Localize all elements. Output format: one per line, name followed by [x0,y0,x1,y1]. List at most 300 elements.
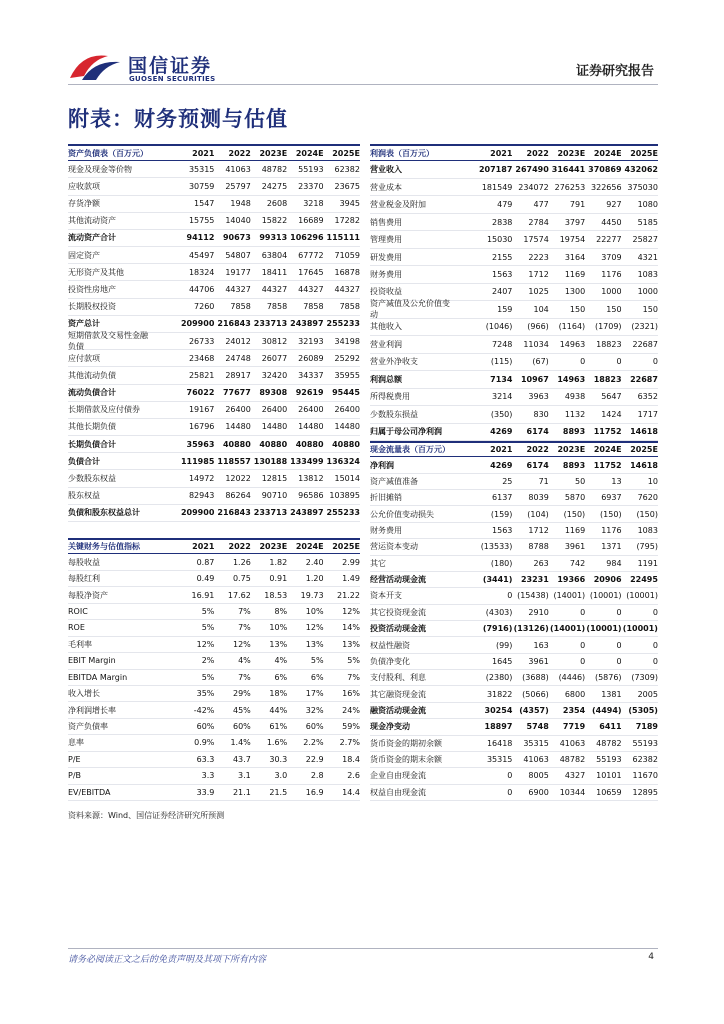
value-cell: 71 [538,476,549,486]
row-label: 财务费用 [370,270,402,280]
value-cell: 7% [238,606,251,616]
table-row [68,554,360,570]
table-row [370,389,658,406]
table-header-row [68,144,360,161]
value-cell: (1709) [594,322,622,332]
value-cell: 94112 [186,233,215,243]
value-cell: 60% [305,722,324,732]
row-label: 股东权益 [68,491,100,501]
value-cell: 32% [305,705,324,715]
header-divider [68,84,658,85]
value-cell: 0.49 [196,574,215,584]
value-cell: 40880 [259,439,288,449]
table-row [68,281,360,298]
value-cell: (10001) [586,624,622,634]
key-indicators-table [68,538,360,801]
year-header-cell: 2023E [259,542,288,552]
value-cell: 3.3 [201,771,215,781]
table-row [370,179,658,196]
value-cell: (4494) [591,705,622,715]
value-cell: (5066) [522,689,549,699]
row-label: 营业税金及附加 [370,200,426,210]
value-cell: 3945 [339,199,360,209]
value-cell: 7858 [303,302,324,312]
value-cell: 23370 [298,181,324,191]
value-cell: 742 [569,558,586,568]
row-label: 投资收益 [370,287,402,297]
value-cell: 0 [507,591,513,601]
table-row [370,588,658,604]
row-label: 融资活动现金流 [370,705,426,715]
value-cell: 0.91 [269,574,288,584]
value-cell: 4% [274,656,288,666]
value-cell: 11752 [593,427,622,437]
row-label: 其它融资现金流 [370,689,426,699]
value-cell: 4327 [564,771,586,781]
value-cell: 12895 [632,787,658,797]
value-cell: 1300 [564,287,586,297]
value-cell: 48782 [261,164,288,174]
row-label: 固定资产 [68,250,100,260]
value-cell: 7858 [230,302,251,312]
value-cell: 6174 [526,427,549,437]
value-cell: 830 [533,409,549,419]
value-cell: (10001) [626,591,658,601]
value-cell: (10001) [589,591,622,601]
value-cell: 14.4 [342,787,360,797]
value-cell: 1.82 [269,557,288,567]
balance-sheet-table [68,144,360,522]
row-label: 负债净变化 [370,656,410,666]
value-cell: 136324 [326,456,360,466]
value-cell: 1080 [637,200,658,210]
value-cell: 927 [606,200,622,210]
row-label: 流动负债合计 [68,388,116,398]
table-title: 现金流量表（百万元） [370,445,450,455]
value-cell: 7719 [562,722,586,732]
row-label: 营运资本变动 [370,542,418,552]
table-title: 利润表（百万元） [370,148,434,158]
table-row [370,336,658,353]
value-cell: 0 [507,787,513,797]
value-cell: 243897 [290,508,324,518]
row-label: 净利润增长率 [68,705,116,715]
value-cell: 55193 [596,755,622,765]
value-cell: (4303) [485,607,513,617]
value-cell: 22687 [632,339,658,349]
value-cell: 5% [310,656,324,666]
row-label: 负债和股东权益总计 [68,508,140,518]
table-row [68,453,360,470]
value-cell: 1083 [637,525,658,535]
value-cell: 1.26 [232,557,251,567]
value-cell: 30812 [261,336,288,346]
value-cell: 7% [347,672,360,682]
value-cell: 61% [269,722,288,732]
value-cell: 19167 [188,405,215,415]
value-cell: 35315 [188,164,215,174]
row-label: 支付股利、利息 [370,673,426,683]
value-cell: 104 [533,304,549,314]
guosen-logo-icon [68,50,122,84]
value-cell: 44327 [334,285,360,295]
value-cell: 6352 [637,392,658,402]
value-cell: (15438) [517,591,549,601]
value-cell: (159) [490,509,513,519]
value-cell: 21.22 [337,590,360,600]
value-cell: 1645 [492,656,513,666]
value-cell: 21.1 [232,787,251,797]
value-cell: 150 [569,304,586,314]
table-row [68,470,360,487]
row-label: 资本开支 [370,591,402,601]
value-cell: 7% [238,623,251,633]
value-cell: 23231 [520,575,549,585]
table-row [68,299,360,316]
value-cell: 4269 [490,427,513,437]
value-cell: 17% [305,689,324,699]
value-cell: 35315 [486,755,513,765]
table-row [68,719,360,735]
value-cell: 22495 [630,575,658,585]
value-cell: 1948 [230,199,251,209]
value-cell: 6900 [528,787,549,797]
value-cell: 45497 [188,250,215,260]
table-row [68,161,360,178]
value-cell: 432062 [624,165,658,175]
value-cell: (7309) [631,673,658,683]
value-cell: 14963 [559,339,586,349]
value-cell: 86264 [225,491,251,501]
value-cell: 10% [269,623,288,633]
table-row [370,161,658,178]
value-cell: 31822 [486,689,513,699]
row-label: 管理费用 [370,235,402,245]
value-cell: 4450 [601,217,622,227]
value-cell: 209900 [180,319,215,329]
table-row [68,587,360,603]
value-cell: 48782 [559,755,586,765]
value-cell: 44327 [225,285,251,295]
value-cell: 1083 [637,270,658,280]
value-cell: 1169 [564,525,586,535]
value-cell: 5647 [601,392,622,402]
table-row [370,736,658,752]
value-cell: 44327 [261,285,288,295]
value-cell: 159 [497,304,513,314]
table-title: 资产负债表（百万元） [68,148,148,158]
value-cell: 263 [533,558,549,568]
value-cell: 150 [606,304,622,314]
row-label: 营业利润 [370,339,402,349]
value-cell: 71059 [334,250,360,260]
value-cell: 26400 [298,405,324,415]
row-label: 资产总计 [68,319,100,329]
value-cell: 2223 [528,252,549,262]
value-cell: 17645 [298,267,324,277]
value-cell: 6% [310,672,324,682]
value-cell: 10% [305,606,324,616]
value-cell: 5748 [526,722,549,732]
row-label: 销售费用 [370,217,402,227]
table-row [68,637,360,653]
value-cell: 233713 [253,319,288,329]
row-label: EV/EBITDA [68,787,111,797]
value-cell: (150) [636,509,658,519]
value-cell: 1381 [601,689,622,699]
table-row [370,457,658,473]
value-cell: 12815 [261,474,288,484]
row-label: 应付款项 [68,353,100,363]
value-cell: 24748 [225,353,251,363]
value-cell: 44% [269,705,288,715]
value-cell: 14618 [630,427,658,437]
value-cell: 90673 [222,233,251,243]
row-label: 应收款项 [68,181,100,191]
value-cell: 17282 [334,216,360,226]
row-label: 毛利率 [68,639,92,649]
value-cell: 2838 [492,217,513,227]
table-row [68,752,360,768]
value-cell: 3963 [528,392,549,402]
value-cell: 2784 [528,217,549,227]
source-note: 资料来源：Wind、国信证券经济研究所预测 [68,811,225,820]
value-cell: 1169 [564,270,586,280]
value-cell: 25 [502,476,513,486]
year-header-cell: 2024E [295,542,324,552]
value-cell: (3688) [522,673,549,683]
value-cell: 41063 [559,738,586,748]
value-cell: 1176 [601,525,622,535]
table-row [68,620,360,636]
value-cell: 22.9 [305,754,324,764]
year-header-cell: 2023E [557,445,586,455]
value-cell: 60% [196,722,215,732]
value-cell: (2380) [485,673,513,683]
row-label: 货币资金的期初余额 [370,738,442,748]
year-header-cell: 2024E [593,148,622,158]
row-label: 无形资产及其他 [68,267,124,277]
table-row [370,785,658,801]
table-row [370,654,658,670]
table-row [68,785,360,801]
table-row [68,178,360,195]
income-statement-table [370,144,658,441]
value-cell: 6174 [526,460,549,470]
value-cell: 322656 [591,182,622,192]
value-cell: 41063 [225,164,251,174]
value-cell: 3961 [564,542,586,552]
value-cell: 0 [507,771,513,781]
year-header-cell: 2024E [593,445,622,455]
value-cell: 316441 [551,165,586,175]
row-label: P/B [68,771,82,781]
table-row [370,556,658,572]
value-cell: 26400 [261,405,288,415]
value-cell: 1424 [601,409,622,419]
row-label: 收入增长 [68,689,100,699]
value-cell: 30254 [484,705,513,715]
value-cell: 5% [201,672,215,682]
year-header-cell: 2021 [490,445,513,455]
value-cell: 1563 [492,525,513,535]
value-cell: 7134 [490,374,513,384]
value-cell: 276253 [554,182,586,192]
value-cell: 48782 [596,738,622,748]
value-cell: 34337 [298,370,324,380]
table-row [370,621,658,637]
page-header [0,0,724,92]
value-cell: 13% [269,639,288,649]
footer-disclaimer: 请务必阅读正文之后的免责声明及其项下所有内容 [68,955,267,965]
value-cell: 7620 [637,493,658,503]
table-row [68,350,360,367]
table-row [68,419,360,436]
value-cell: 150 [642,304,658,314]
value-cell: 15014 [334,474,360,484]
value-cell: 7189 [635,722,658,732]
value-cell: 25797 [225,181,251,191]
table-row [68,488,360,505]
value-cell: 18823 [596,339,622,349]
value-cell: 6137 [492,493,513,503]
value-cell: 477 [533,200,549,210]
table-row [370,424,658,441]
value-cell: (104) [527,509,549,519]
row-label: 资产减值准备 [370,476,418,486]
year-header-cell: 2023E [259,148,288,158]
value-cell: (115) [490,357,513,367]
value-cell: 40880 [222,439,251,449]
value-cell: 1371 [601,542,622,552]
value-cell: 18897 [484,722,513,732]
row-label: 公允价值变动损失 [370,509,434,519]
value-cell: 24% [342,705,360,715]
year-header-cell: 2023E [557,148,586,158]
value-cell: 1000 [601,287,622,297]
value-cell: (5876) [594,673,622,683]
value-cell: 479 [497,200,513,210]
value-cell: 8893 [562,460,586,470]
value-cell: 16689 [298,216,324,226]
table-row [68,333,360,350]
value-cell: 35955 [334,370,360,380]
row-label: 其他长期负债 [68,422,116,432]
row-label: 营业收入 [370,165,402,175]
row-label: 归属于母公司净利润 [370,427,442,437]
value-cell: 2354 [562,705,586,715]
value-cell: 0 [580,656,586,666]
table-row [370,572,658,588]
value-cell: 4% [238,656,251,666]
value-cell: 5% [201,606,215,616]
value-cell: 233713 [253,508,288,518]
value-cell: 16418 [486,738,513,748]
value-cell: 1.49 [342,574,360,584]
row-label: 净利润 [370,460,394,470]
row-label: 流动资产合计 [68,233,116,243]
value-cell: 3.1 [238,771,251,781]
value-cell: 1000 [637,287,658,297]
value-cell: 26400 [225,405,251,415]
value-cell: 10101 [596,771,622,781]
table-row [370,768,658,784]
table-row [68,196,360,213]
value-cell: 791 [569,200,586,210]
value-cell: 2910 [528,607,549,617]
value-cell: 2155 [492,252,513,262]
year-header-cell: 2025E [332,542,360,552]
value-cell: 0 [580,640,586,650]
table-row [68,505,360,522]
value-cell: 3797 [564,217,586,227]
value-cell: 96586 [298,491,324,501]
row-label: 权益性融资 [370,640,410,650]
value-cell: 19366 [557,575,586,585]
report-type-label: 证券研究报告 [575,64,654,79]
logo-text-en: GUOSEN SECURITIES [129,75,216,83]
value-cell: 13 [611,476,622,486]
value-cell: (13533) [480,542,513,552]
logo-text-cn: 国信证券 [128,55,213,77]
cashflow-statement-table [370,441,658,801]
value-cell: 18411 [261,267,288,277]
row-label: 营业成本 [370,182,402,192]
value-cell: 22277 [596,235,622,245]
value-cell: 0 [616,640,622,650]
row-label: 投资活动现金流 [370,624,426,634]
value-cell: 99313 [259,233,288,243]
value-cell: 133499 [290,456,324,466]
value-cell: (14001) [550,624,586,634]
value-cell: 8% [274,606,288,616]
year-header-cell: 2022 [526,445,549,455]
table-row [370,196,658,213]
table-row [68,768,360,784]
row-label: 财务费用 [370,525,402,535]
table-row [370,266,658,283]
value-cell: 35963 [186,439,215,449]
row-label: EBITDA Margin [68,672,128,682]
value-cell: 19.73 [300,590,324,600]
value-cell: 1025 [528,287,549,297]
value-cell: 1717 [637,409,658,419]
value-cell: 115111 [326,233,360,243]
value-cell: 15822 [261,216,288,226]
value-cell: 40880 [295,439,324,449]
value-cell: 16.9 [305,787,324,797]
value-cell: 1.4% [230,738,251,748]
row-label: 经营活动现金流 [370,575,426,585]
year-header-cell: 2022 [228,148,251,158]
value-cell: (67) [532,357,549,367]
table-row [370,406,658,423]
table-row [370,506,658,522]
value-cell: 55193 [632,738,658,748]
value-cell: 2.6 [347,771,360,781]
value-cell: 19754 [559,235,586,245]
value-cell: 14480 [261,422,288,432]
value-cell: 41063 [523,755,549,765]
table-row [370,474,658,490]
value-cell: 234072 [518,182,549,192]
table-row [370,231,658,248]
value-cell: 216843 [217,319,251,329]
value-cell: 45% [233,705,251,715]
table-row [68,264,360,281]
value-cell: 7858 [339,302,360,312]
value-cell: (350) [490,409,513,419]
